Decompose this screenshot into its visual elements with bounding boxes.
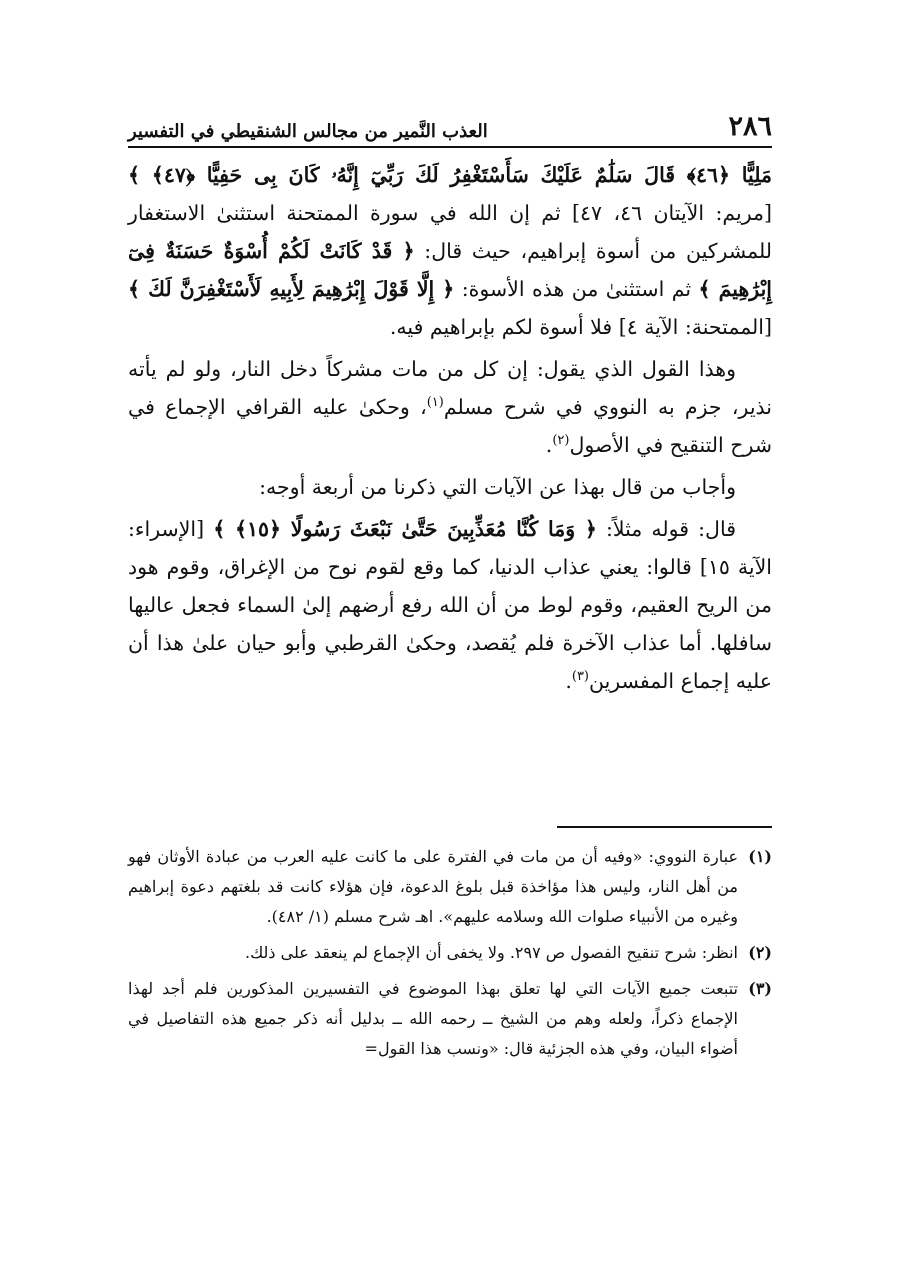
verse-reference: [الممتحنة: الآية ٤] bbox=[618, 315, 772, 339]
footnote-text: تتبعت جميع الآيات التي لها تعلق بهذا الموضوع في التفسيرين المذكورين فلم أجد لهذا الإجماع ذكراً، ولعله وهم من الشيخ ــ رحمه الله ــ بدليل أنه ذكر جميع هذه التفاصيل في أضواء البيان، وفي هذه الجزئية قال: «ونسب هذا القول= bbox=[128, 979, 738, 1058]
page-number: ٢٨٦ bbox=[728, 111, 772, 142]
paragraph-text: قال: قوله مثلاً: bbox=[596, 517, 736, 541]
verse-reference: [مريم: الآيتان ٤٦، ٤٧] bbox=[572, 201, 772, 225]
footnote-text: عبارة النووي: «وفيه أن من مات في الفترة على ما كانت عليه العرب من عبادة الأوثان فهو من أهل النار، وليس هذا مؤاخذة قبل بلوغ الدعوة، فإن هؤلاء كانت قد بلغتهم دعوة إبراهيم وغيره من الأنبياء صلوات الله وسلامه عليهم». اهـ شرح مسلم (١/ ٤٨٢). bbox=[128, 847, 738, 926]
paragraph-text: ثم إن الله في سورة الممتحنة استثنىٰ الاستغفار للمشركين من أسوة إبراهيم، حيث قال: bbox=[128, 201, 772, 263]
footnote-number: (٢) bbox=[748, 943, 772, 962]
paragraph-text: فلا أسوة لكم بإبراهيم فيه. bbox=[389, 315, 613, 339]
paragraph-text: وأجاب من قال بهذا عن الآيات التي ذكرنا من أربعة أوجه: bbox=[259, 475, 736, 499]
footnote-2 bbox=[128, 938, 772, 968]
footnote-marker[interactable]: (٣) bbox=[571, 669, 589, 685]
paragraph-text: ، وحكىٰ عليه القرافي الإجماع في شرح التنقيح في الأصول bbox=[128, 395, 772, 457]
footnote-3 bbox=[128, 974, 772, 1064]
quran-verse: ﴿ إِلَّا قَوْلَ إِبْرَٰهِيمَ لِأَبِيهِ لَأَسْتَغْفِرَنَّ لَكَ ﴾ bbox=[128, 277, 455, 301]
footnotes bbox=[128, 842, 772, 1070]
paragraph-2 bbox=[128, 350, 772, 464]
paragraph-1 bbox=[128, 156, 772, 346]
verse-reference: [الإسراء: الآية ١٥] bbox=[128, 517, 772, 579]
paragraph-3 bbox=[128, 468, 772, 506]
paragraph-text: ثم استثنىٰ من هذه الأسوة: bbox=[454, 277, 692, 301]
footnote-text: انظر: شرح تنقيح الفصول ص ٢٩٧. ولا يخفى أن الإجماع لم ينعقد على ذلك. bbox=[244, 943, 738, 962]
paragraph-text: قالوا: يعني عذاب الدنيا، كما وقع لقوم نوح من الإغراق، وقوم هود من الريح العقيم، وقوم لوط من أن الله رفع أرضهم إلىٰ السماء فجعل عاليها سافلها. أما عذاب الآخرة فلم يُقصد، وحكىٰ القرطبي وأبو حيان علىٰ هذا أن عليه إجماع المفسرين bbox=[128, 555, 772, 693]
footnote-marker[interactable]: (١) bbox=[426, 395, 444, 411]
paragraph-4 bbox=[128, 510, 772, 700]
quran-verse: ﴿ قَدْ كَانَتْ لَكُمْ أُسْوَةٌ حَسَنَةٌ فِىٓ إِبْرَٰهِيمَ ﴾ bbox=[128, 239, 772, 301]
footnote-number: (٣) bbox=[748, 979, 772, 998]
footnote-divider bbox=[557, 826, 772, 828]
quran-verse: ﴿ وَمَا كُنَّا مُعَذِّبِينَ حَتَّىٰ نَبْعَثَ رَسُولًا ﴿١٥﴾ ﴾ bbox=[213, 517, 597, 541]
running-title: العذب النَّمير من مجالس الشنقيطي في التفسير bbox=[128, 121, 488, 142]
footnote-marker[interactable]: (٢) bbox=[552, 433, 570, 449]
paragraph-text: . bbox=[545, 433, 553, 457]
footnote-1 bbox=[128, 842, 772, 932]
paragraph-text: . bbox=[565, 669, 572, 693]
quran-verse: مَلِيًّا ﴿٤٦﴾ قَالَ سَلَٰمٌ عَلَيْكَ سَأَسْتَغْفِرُ لَكَ رَبِّيٓ إِنَّهُۥ كَانَ بِى حَفِيًّا ﴿٤٧﴾ ﴾ bbox=[128, 163, 772, 187]
paragraph-text: وهذا القول الذي يقول: إن كل من مات مشركاً دخل النار، ولو لم يأته نذير، جزم به النووي في شرح مسلم bbox=[128, 357, 772, 419]
page-header bbox=[128, 102, 772, 148]
main-text bbox=[128, 156, 772, 704]
footnote-number: (١) bbox=[748, 847, 772, 866]
